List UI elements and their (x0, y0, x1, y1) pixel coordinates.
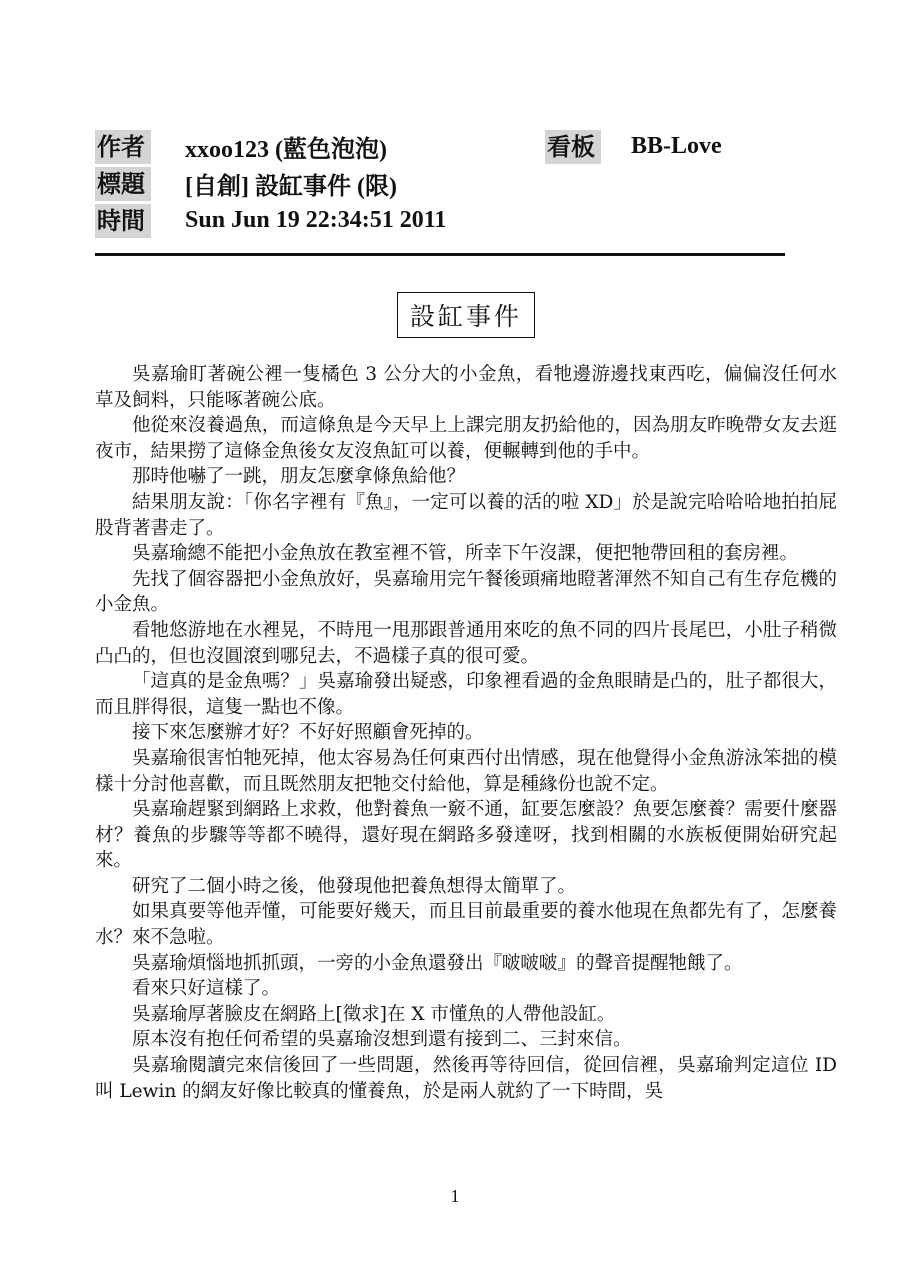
paragraph: 研究了二個小時之後，他發現他把養魚想得太簡單了。 (132, 875, 577, 897)
paragraph: 吳嘉瑜厚著臉皮在網路上[徵求]在 X 市懂魚的人帶他設缸。 (132, 1003, 616, 1025)
author-value: xxoo123 (藍色泡泡) (185, 137, 387, 163)
board-label: 看板 (545, 130, 601, 164)
post-header (95, 128, 785, 239)
article-body (95, 362, 837, 1104)
paragraph: 看牠悠游地在水裡晃，不時甩一甩那跟普通用來吃的魚不同的四片長尾巴，小肚子稍微凸凸的，但也沒圓滾到哪兒去，不過樣子真的很可愛。 (95, 619, 837, 667)
author-row (95, 128, 785, 165)
paragraph: 「這真的是金魚嗎？」吳嘉瑜發出疑惑，印象裡看過的金魚眼睛是凸的，肚子都很大，而且胖得很，這隻一點也不像。 (95, 671, 837, 718)
paragraph: 吳嘉瑜盯著碗公裡一隻橘色 3 公分大的小金魚，看牠邊游邊找東西吃，偏偏沒任何水草及飼料，只能啄著碗公底。 (95, 364, 837, 411)
title-label: 標題 (95, 167, 151, 201)
header-divider (95, 253, 785, 256)
paragraph: 那時他嚇了一跳，朋友怎麼拿條魚給他？ (132, 466, 466, 488)
paragraph: 接下來怎麼辦才好？不好好照顧會死掉的。 (132, 722, 484, 744)
time-row (95, 202, 785, 239)
paragraph: 吳嘉瑜趕緊到網路上求救，他對養魚一竅不通，缸要怎麼設？魚要怎麼養？需要什麼器材？養魚的步驟等等都不曉得，還好現在網路多發達呀，找到相關的水族板便開始研究起來。 (95, 799, 837, 872)
board-value: BB-Love (631, 133, 722, 159)
title-row (95, 165, 785, 202)
time-label: 時間 (95, 204, 151, 238)
paragraph: 如果真要等他弄懂，可能要好幾天，而且目前最重要的養水他現在魚都先有了，怎麼養水？來不急啦。 (95, 901, 837, 949)
paragraph: 吳嘉瑜很害怕牠死掉，他太容易為任何東西付出情感，現在他覺得小金魚游泳笨拙的模樣十分討他喜歡，而且既然朋友把牠交付給他，算是種緣份也說不定。 (95, 747, 837, 795)
time-value: Sun Jun 19 22:34:51 2011 (185, 207, 447, 233)
paragraph: 先找了個容器把小金魚放好，吳嘉瑜用完午餐後頭痛地瞪著渾然不知自己有生存危機的小金魚。 (95, 568, 837, 616)
page-number: 1 (450, 1186, 460, 1206)
author-label: 作者 (95, 130, 151, 164)
paragraph: 吳嘉瑜煩惱地抓抓頭，一旁的小金魚還發出『啵啵啵』的聲音提醒牠餓了。 (132, 952, 743, 974)
paragraph: 結果朋友說：「你名字裡有『魚』，一定可以養的活的啦 XD」於是說完哈哈哈地拍拍屁股背著書走了。 (95, 491, 837, 539)
paragraph: 吳嘉瑜閱讀完來信後回了一些問題，然後再等待回信，從回信裡，吳嘉瑜判定這位 ID 叫 Lewin 的網友好像比較真的懂養魚，於是兩人就約了一下時間，吳 (95, 1055, 837, 1102)
paragraph: 他從來沒養過魚，而這條魚是今天早上上課完朋友扔給他的，因為朋友昨晚帶女友去逛夜市，結果撈了這條金魚後女友沒魚缸可以養，便輾轉到他的手中。 (95, 415, 837, 462)
article-title-box: 設缸事件 (397, 292, 535, 338)
paragraph: 吳嘉瑜總不能把小金魚放在教室裡不管，所幸下午沒課，便把牠帶回租的套房裡。 (132, 543, 799, 565)
paragraph: 看來只好這樣了。 (132, 978, 281, 1000)
title-value: [自創] 設缸事件 (限) (185, 174, 397, 200)
paragraph: 原本沒有抱任何希望的吳嘉瑜沒想到還有接到二、三封來信。 (132, 1029, 632, 1051)
